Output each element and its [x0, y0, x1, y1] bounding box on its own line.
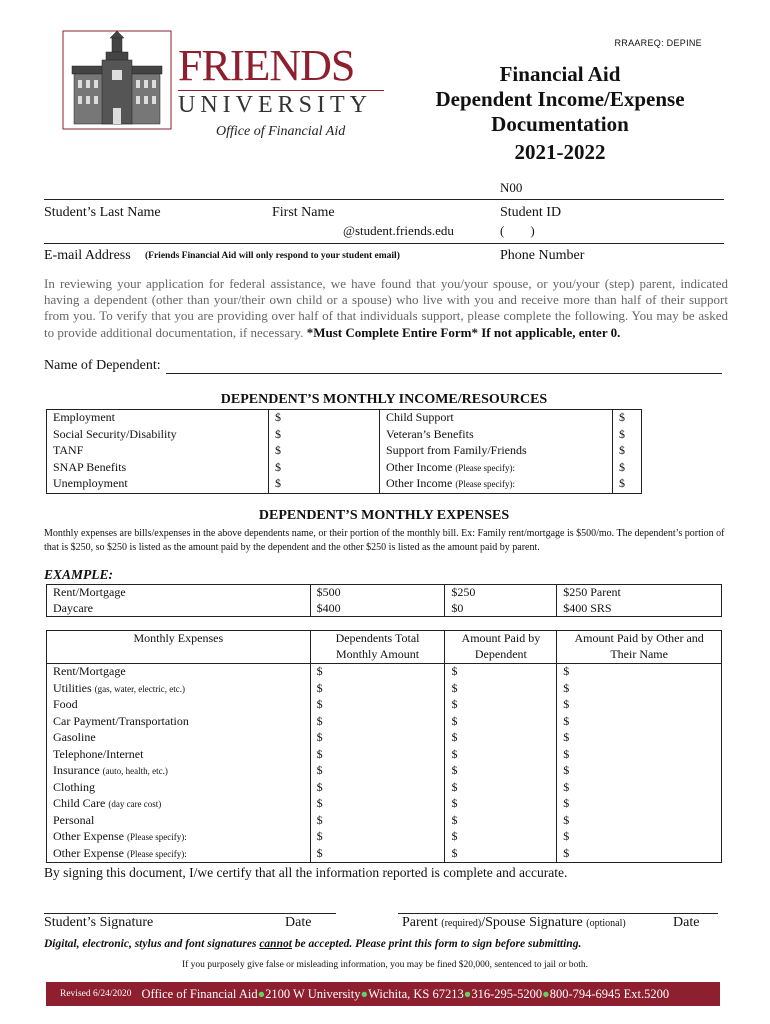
expense-label-cell [47, 697, 311, 714]
expense-row [47, 730, 722, 747]
col-header-total: Dependents Total Monthly Amount [310, 631, 445, 664]
parent-signature-label [402, 915, 626, 931]
expense-dependent-field[interactable]: $ [445, 813, 557, 830]
parent-label: Parent [402, 915, 438, 930]
email-label: E-mail Address [44, 248, 131, 263]
form-title [420, 62, 700, 165]
title-line1: Financial Aid [499, 62, 621, 86]
expense-label: Other Expense [53, 845, 124, 860]
expense-label: Car Payment/Transportation [53, 713, 189, 728]
income-item-label: Other Income [386, 476, 453, 490]
expense-label: Rent/Mortgage [53, 664, 126, 678]
expense-note: (Please specify): [126, 832, 187, 842]
footer-revised: Revised 6/24/2020 [60, 989, 132, 999]
example-other-cell: $250 Parent [557, 585, 722, 601]
expense-total-field[interactable]: $ [310, 664, 445, 681]
income-item-note: (Please specify): [455, 479, 516, 489]
expenses-header-row [47, 631, 722, 664]
income-source-label [380, 460, 613, 477]
expense-dependent-field[interactable]: $ [445, 780, 557, 797]
footer-address: 2100 W University [265, 986, 361, 1001]
expense-other-field[interactable]: $ [557, 664, 722, 681]
footer-phone2: 800-794-6945 Ext.5200 [549, 986, 670, 1001]
intro-bold: *Must Complete Entire Form* If not applicable, enter 0. [306, 324, 621, 340]
income-source-label: Employment [47, 410, 269, 427]
expense-row [47, 780, 722, 797]
student-signature-label: Student’s Signature [44, 915, 154, 930]
footer-phone1: 316-295-5200 [471, 986, 543, 1001]
expense-label-cell [47, 796, 311, 813]
income-amount-field[interactable]: $ [269, 476, 380, 493]
income-row [47, 476, 642, 493]
income-source-label: Unemployment [47, 476, 269, 493]
expense-label-cell [47, 747, 311, 764]
income-amount-field[interactable]: $ [613, 443, 642, 460]
expense-other-field[interactable]: $ [557, 681, 722, 698]
expense-label-cell [47, 730, 311, 747]
expense-row [47, 813, 722, 830]
expense-label: Food [53, 697, 78, 711]
income-item-label: Support from Family/Friends [386, 443, 527, 457]
expense-other-field[interactable]: $ [557, 829, 722, 846]
student-signature-line[interactable] [44, 913, 336, 914]
expense-row [47, 714, 722, 731]
email-note: (Friends Financial Aid will only respond to your student email) [145, 251, 400, 261]
expense-other-field[interactable]: $ [557, 813, 722, 830]
phone-label: Phone Number [500, 248, 585, 263]
expense-label: Utilities [53, 680, 92, 695]
expense-label-cell [47, 664, 311, 681]
expense-label-cell [47, 681, 311, 698]
expense-row [47, 664, 722, 681]
title-year: 2021-2022 [514, 140, 606, 164]
col-header-dependent: Amount Paid by Dependent [445, 631, 557, 664]
intro-text: In reviewing your application for federal assistance, we have found that you/your spouse, or you/your (step) parent, indicated having a dependent (other than your/their own child or a spouse) who live with you and receive more than half of their support from you. To verify that you are providing over half of that individuals support, please complete the following. You may be asked to provide additional documentation, if necessary. [44, 276, 728, 340]
example-other-cell: $400 SRS [557, 601, 722, 617]
intro-paragraph [44, 276, 728, 341]
email-domain: @student.friends.edu [343, 223, 454, 238]
expense-other-field[interactable]: $ [557, 780, 722, 797]
last-name-label: Student’s Last Name [44, 205, 161, 220]
example-dependent-cell: $0 [445, 601, 557, 617]
expense-total-field[interactable]: $ [310, 681, 445, 698]
expense-row [47, 697, 722, 714]
example-row [47, 585, 722, 601]
expense-dependent-field[interactable]: $ [445, 763, 557, 780]
income-item-label: Veteran’s Benefits [386, 426, 474, 441]
expense-row [47, 681, 722, 698]
expense-total-field[interactable]: $ [310, 747, 445, 764]
expense-dependent-field[interactable]: $ [445, 796, 557, 813]
expense-row [47, 829, 722, 846]
student-date-label: Date [285, 915, 312, 930]
expense-other-field[interactable]: $ [557, 714, 722, 731]
expense-label-cell [47, 813, 311, 830]
spouse-label: /Spouse Signature [481, 915, 583, 930]
expense-label: Other Expense [53, 829, 124, 843]
income-amount-field[interactable]: $ [269, 460, 380, 477]
university-building-icon [62, 30, 172, 130]
example-item-cell: Daycare [47, 601, 311, 617]
col-header-item: Monthly Expenses [47, 631, 311, 664]
email-rule [44, 243, 724, 244]
income-source-label: SNAP Benefits [47, 460, 269, 477]
example-item-cell: Rent/Mortgage [47, 585, 311, 601]
expense-other-field[interactable]: $ [557, 747, 722, 764]
logo-divider [178, 90, 384, 91]
dependent-name-label: Name of Dependent: [44, 358, 161, 373]
expense-label: Gasoline [53, 730, 96, 744]
expense-other-field[interactable]: $ [557, 730, 722, 747]
expense-dependent-field[interactable]: $ [445, 829, 557, 846]
expense-label: Child Care [53, 796, 106, 810]
footer-dot-icon: ● [463, 986, 472, 1001]
example-dependent-cell: $250 [445, 585, 557, 601]
expense-dependent-field[interactable]: $ [445, 681, 557, 698]
expense-note: (Please specify): [126, 848, 187, 859]
parent-signature-line[interactable] [398, 913, 718, 914]
digital-warning-pre: Digital, electronic, stylus and font signatures [44, 938, 260, 950]
expense-dependent-field[interactable]: $ [445, 714, 557, 731]
digital-warning-cannot: cannot [259, 938, 292, 950]
logo-subtitle: Office of Financial Aid [216, 124, 346, 139]
income-item-label: Other Income [386, 459, 453, 474]
expense-total-field[interactable]: $ [310, 796, 445, 813]
expense-row [47, 763, 722, 780]
expense-other-field[interactable]: $ [557, 846, 722, 863]
income-row [47, 460, 642, 477]
footer-city: Wichita, KS 67213 [368, 986, 464, 1001]
title-line2: Dependent Income/Expense [435, 87, 685, 111]
footer-dot-icon: ● [542, 986, 550, 1001]
footer-dot-icon: ● [257, 986, 266, 1001]
income-table [46, 409, 642, 494]
income-item-note: (Please specify): [455, 462, 516, 473]
expenses-table [46, 630, 722, 863]
expense-row [47, 796, 722, 813]
income-source-label: Social Security/Disability [47, 427, 269, 444]
logo-university: UNIVERSITY [178, 92, 372, 118]
phone-area-code: ( ) [500, 223, 535, 238]
university-logo [62, 30, 392, 140]
income-source-label [380, 476, 613, 493]
income-amount-field[interactable]: $ [613, 427, 642, 444]
example-row [47, 601, 722, 617]
expense-dependent-field[interactable]: $ [445, 846, 557, 863]
expense-note: (gas, water, electric, etc.) [94, 683, 186, 694]
expense-total-field[interactable]: $ [310, 813, 445, 830]
income-amount-field[interactable]: $ [613, 410, 642, 427]
example-label: EXAMPLE: [44, 567, 114, 582]
expense-total-field[interactable]: $ [310, 730, 445, 747]
parent-date-label: Date [673, 915, 700, 930]
expense-label: Telephone/Internet [53, 746, 144, 761]
expenses-heading: DEPENDENT’S MONTHLY EXPENSES [258, 508, 510, 523]
expense-total-field[interactable]: $ [310, 829, 445, 846]
form-code: RRAAREQ: DEPINE [614, 38, 702, 48]
expense-label-cell [47, 780, 311, 797]
student-id-label: Student ID [500, 205, 562, 220]
expense-label-cell [47, 714, 311, 731]
income-source-label: TANF [47, 443, 269, 460]
expenses-description: Monthly expenses are bills/expenses in the above dependents name, or their portion of the monthly bill. Ex: Family rent/mortgage is $500/mo. The dependent’s portion of that is $250, so $250 is listed as the amount paid by the dependent and the other $250 is listed as the amount paid by parent. [44, 528, 725, 553]
expense-total-field[interactable]: $ [310, 763, 445, 780]
expense-label: Insurance [53, 763, 100, 777]
expense-total-field[interactable]: $ [310, 780, 445, 797]
top-rule [44, 199, 724, 200]
expense-dependent-field[interactable]: $ [445, 747, 557, 764]
certify-text: By signing this document, I/we certify that all the information reported is complete and accurate. [44, 865, 568, 880]
expense-label: Clothing [53, 779, 96, 794]
expense-dependent-field[interactable]: $ [445, 697, 557, 714]
income-amount-field[interactable]: $ [613, 476, 642, 493]
example-table [46, 584, 722, 617]
logo-name: FRIENDS [178, 41, 355, 90]
expense-note: (day care cost) [108, 799, 162, 809]
expense-total-field[interactable]: $ [310, 846, 445, 863]
income-row [47, 443, 642, 460]
expense-label: Personal [53, 812, 95, 827]
n00-prefix: N00 [500, 180, 523, 195]
income-source-label [380, 410, 613, 427]
expense-note: (auto, health, etc.) [102, 766, 168, 776]
expense-other-field[interactable]: $ [557, 697, 722, 714]
income-source-label [380, 443, 613, 460]
expense-other-field[interactable]: $ [557, 763, 722, 780]
spouse-optional: (optional) [586, 918, 626, 929]
expense-total-field[interactable]: $ [310, 697, 445, 714]
dependent-name-field[interactable] [166, 373, 722, 374]
col-header-other: Amount Paid by Other and Their Name [557, 631, 722, 664]
expense-other-field[interactable]: $ [557, 796, 722, 813]
expense-dependent-field[interactable]: $ [445, 664, 557, 681]
income-item-label: Child Support [386, 410, 454, 424]
expense-row [47, 846, 722, 863]
digital-signature-warning [44, 938, 726, 950]
footer-bar [46, 982, 720, 1006]
income-amount-field[interactable]: $ [269, 427, 380, 444]
digital-warning-post: be accepted. Please print this form to sign before submitting. [291, 938, 582, 950]
parent-required: (required) [441, 918, 482, 929]
income-row [47, 410, 642, 427]
expense-label-cell [47, 846, 311, 863]
example-total-cell: $400 [310, 601, 445, 617]
income-row [47, 427, 642, 444]
title-line3: Documentation [491, 112, 629, 136]
income-amount-field[interactable]: $ [269, 410, 380, 427]
income-amount-field[interactable]: $ [269, 443, 380, 460]
expense-label-cell [47, 763, 311, 780]
footer-office: Office of Financial Aid [141, 986, 258, 1001]
income-amount-field[interactable]: $ [613, 460, 642, 477]
income-heading: DEPENDENT’S MONTHLY INCOME/RESOURCES [220, 392, 548, 407]
false-info-warning: If you purposely give false or misleading information, you may be fined $20,000, sentenced to jail or both. [181, 960, 589, 970]
example-total-cell: $500 [310, 585, 445, 601]
expense-row [47, 747, 722, 764]
income-source-label [380, 427, 613, 444]
expense-total-field[interactable]: $ [310, 714, 445, 731]
footer-dot-icon: ● [360, 986, 369, 1001]
first-name-label: First Name [272, 205, 335, 220]
expense-label-cell [47, 829, 311, 846]
expense-dependent-field[interactable]: $ [445, 730, 557, 747]
